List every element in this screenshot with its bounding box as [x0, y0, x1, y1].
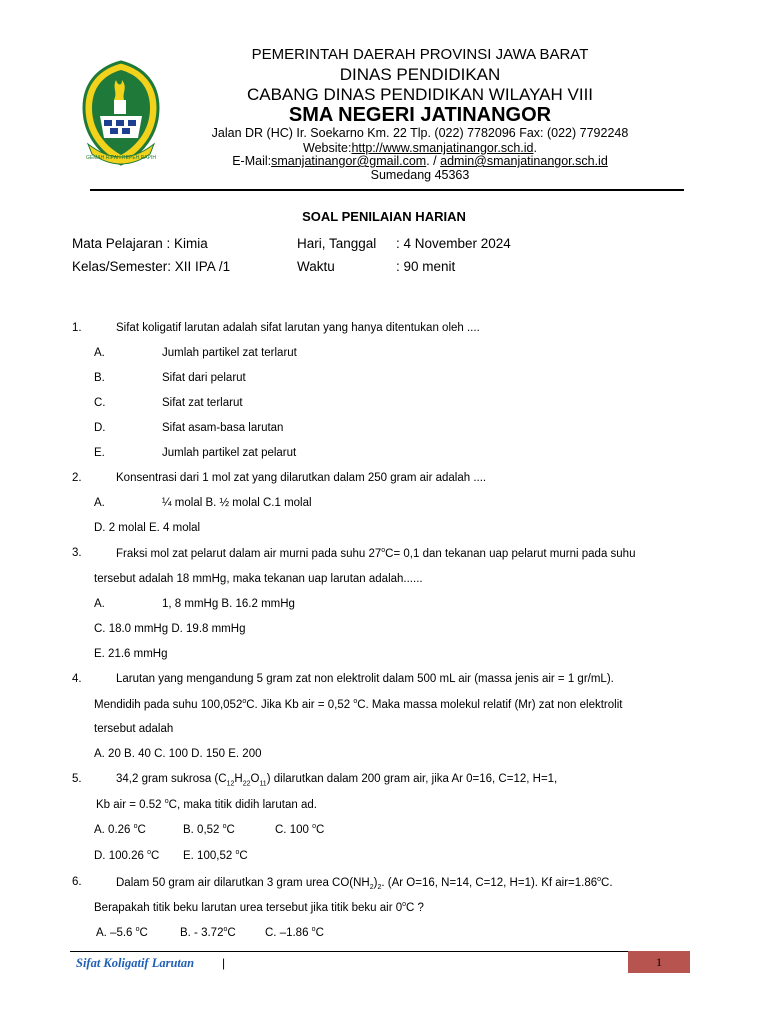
class-label: Kelas/Semester: XII IPA /1 — [72, 259, 231, 274]
q2-options-de: D. 2 molal E. 4 molal — [94, 522, 201, 534]
q5-text-line2: Kb air = 0.52 $^o$C, maka titik didih larutan ad. — [96, 798, 317, 811]
subject-label: Mata Pelajaran : Kimia — [72, 236, 208, 251]
logo-motto: GEMAH RIPAH REPEH RAPIH — [86, 155, 156, 161]
q6-number: 6. — [72, 876, 82, 888]
school-website: Website:http://www.smanjatinangor.sch.id. — [303, 141, 537, 155]
q1-option-a-text: Jumlah partikel zat terlarut — [162, 347, 297, 359]
q3-text: Fraksi mol zat pelarut dalam air murni pada suhu $27^oC= 0,1$ dan tekanan uap pelarut murni pada suhu — [116, 547, 636, 560]
q4-text-line3: tersebut adalah — [94, 723, 174, 735]
q6-option-a: A. –5.6 $^o$C — [96, 926, 148, 939]
q4-text-line1: Larutan yang mengandung 5 gram zat non elektrolit dalam 500 mL air (massa jenis air = 1 gr/mL). — [116, 673, 614, 685]
q5-option-e: E. 100,52 $^o$C — [183, 849, 248, 862]
letterhead-line1: PEMERINTAH DAERAH PROVINSI JAWA BARAT — [251, 46, 589, 63]
q1-option-c-text: Sifat zat terlarut — [162, 397, 243, 409]
q3-options-ab: 1, 8 mmHg B. 16.2 mmHg — [162, 598, 295, 610]
school-email — [160, 154, 680, 168]
q1-option-a-letter: A. — [94, 347, 105, 359]
email-separator: . / — [426, 154, 441, 168]
q6-option-b: B. - 3.72$^o$C — [180, 926, 236, 939]
footer-separator: | — [222, 956, 226, 970]
email-link-1[interactable]: smanjatinangor@gmail.com — [271, 154, 427, 168]
footer-title: Sifat Koligatif Larutan — [76, 956, 195, 970]
letterhead-line3: CABANG DINAS PENDIDIKAN WILAYAH VIII — [246, 85, 594, 104]
q1-option-b-text: Sifat dari pelarut — [162, 372, 246, 384]
q3-option-e: E. 21.6 mmHg — [94, 648, 168, 660]
q1-option-e-letter: E. — [94, 447, 105, 459]
letterhead-divider — [90, 189, 684, 191]
q6-option-c: C. –1.86 $^o$C — [265, 926, 324, 939]
website-link[interactable]: http://www.smanjatinangor.sch.id — [351, 141, 534, 155]
date-value: : 4 November 2024 — [396, 236, 511, 251]
q4-text-line2: Mendidih pada suhu 100,052$^o$C. Jika Kb air = 0,52 $^o$C. Maka massa molekul relatif (Mr) zat non elektrolit — [94, 698, 623, 711]
q2-option-a-letter: A. — [94, 497, 105, 509]
email-link-2[interactable]: admin@smanjatinangor.sch.id — [440, 154, 608, 168]
time-value: : 90 menit — [396, 259, 456, 274]
q1-option-e-text: Jumlah partikel zat pelarut — [162, 447, 297, 459]
school-address: Jalan DR (HC) Ir. Soekarno Km. 22 Tlp. (022) 7782096 Fax: (022) 7792248 — [211, 126, 629, 140]
q1-option-d-text: Sifat asam-basa larutan — [162, 422, 284, 434]
q6-text-line2: Berapakah titik beku larutan urea tersebut jika titik beku air 0$^o$C ? — [94, 901, 424, 914]
exam-title: SOAL PENILAIAN HARIAN — [302, 209, 466, 224]
q4-options: A. 20 B. 40 C. 100 D. 150 E. 200 — [94, 748, 262, 760]
page-number: 1 — [628, 951, 690, 973]
q4-number: 4. — [72, 673, 82, 685]
school-city: Sumedang 45363 — [370, 168, 470, 182]
q5-option-b: B. 0,52 $^o$C — [183, 823, 235, 836]
q2-text: Konsentrasi dari 1 mol zat yang dilarutkan dalam 250 gram air adalah .... — [116, 472, 487, 484]
q3-options-cd: C. 18.0 mmHg D. 19.8 mmHg — [94, 623, 246, 635]
q5-option-a: A. 0.26 $^o$C — [94, 823, 146, 836]
q2-options-abc: ¼ molal B. ½ molal C.1 molal — [162, 497, 312, 509]
q3-option-a-letter: A. — [94, 598, 105, 610]
q5-number: 5. — [72, 773, 82, 785]
date-key: Hari, Tanggal — [297, 236, 377, 251]
email-label: E-Mail: — [232, 154, 272, 168]
q1-option-d-letter: D. — [94, 422, 106, 434]
footer-divider — [70, 951, 690, 952]
q5-option-d: D. 100.26 $^o$C — [94, 849, 160, 862]
website-label: Website: — [303, 141, 352, 155]
q1-text: Sifat koligatif larutan adalah sifat larutan yang hanya ditentukan oleh .... — [116, 322, 480, 334]
q3-text-line2: tersebut adalah 18 mmHg, maka tekanan uap larutan adalah...... — [94, 573, 423, 585]
q5-option-c: C. 100 $^o$C — [275, 823, 325, 836]
letterhead-line2: DINAS PENDIDIKAN — [339, 65, 501, 84]
time-key: Waktu — [297, 259, 335, 274]
q1-option-b-letter: B. — [94, 372, 105, 384]
west-java-emblem-logo — [78, 58, 164, 170]
school-name: SMA NEGERI JATINANGOR — [288, 104, 552, 126]
q6-text-line1: Dalam 50 gram air dilarutkan 3 gram urea $CO(NH_2)_2$. (Ar O=16, N=14, C=12, H=1). Kf $air=1.86^oC$. — [116, 876, 613, 892]
q1-option-c-letter: C. — [94, 397, 106, 409]
q1-number: 1. — [72, 322, 82, 334]
q5-text-line1: 34,2 gram sukrosa $(C_{12}H_{22}O_{11})$ dilarutkan dalam 200 gram air, jika Ar 0=16, C=12, H=1, — [116, 773, 558, 788]
q2-number: 2. — [72, 472, 82, 484]
q3-number: 3. — [72, 547, 82, 559]
